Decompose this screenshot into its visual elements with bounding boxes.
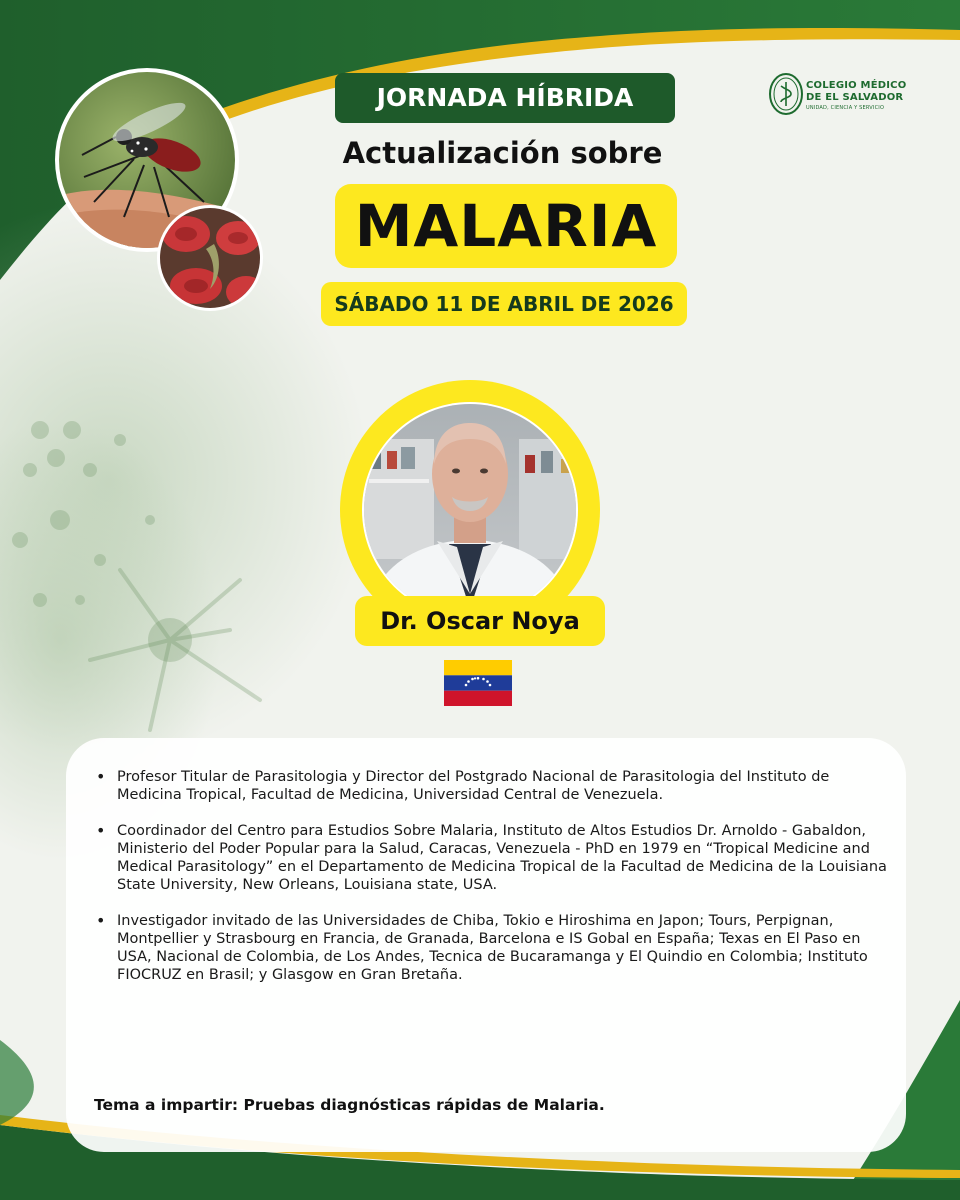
event-date: SÁBADO 11 DE ABRIL DE 2026 [321,282,687,326]
venezuela-flag-icon [444,660,512,706]
logo-name-line2: DE EL SALVADOR [806,92,904,103]
blood-cells-image [156,204,264,312]
event-type-label: JORNADA HÍBRIDA [335,73,675,123]
speaker-bio-card [66,738,906,1152]
bio-item: • Profesor Titular de Parasitologia y Director del Postgrado Nacional de Parasitologia del Instituto de Medicina Tropical, Facultad de Medicina, Universidad Central de Venezuela. [102,768,892,804]
colegio-medico-logo [768,72,908,142]
logo-name-line1: COLEGIO MÉDICO [806,80,907,91]
event-subtitle: Actualización sobre [342,136,663,170]
logo-tagline: UNIDAD, CIENCIA Y SERVICIO [806,105,885,111]
seal-icon [768,72,804,116]
speaker-name: Dr. Oscar Noya [355,596,605,646]
bio-list [102,768,892,1002]
logo-text [806,80,916,112]
talk-topic: Tema a impartir: Pruebas diagnósticas rápidas de Malaria. [94,1096,605,1114]
event-title: MALARIA [335,184,677,268]
bio-item: • Investigador invitado de las Universidades de Chiba, Tokio e Hiroshima en Japon; Tours, Perpignan, Montpellier y Strasbourg en Francia, de Granada, Barcelona e IS Gobal en España; Texas en El Paso en USA, Nacional de Colombia, de Los Andes, Tecnica de Bucaramanga y El Quindio en Colombia; Instituto FIOCRUZ en Brasil; y Glasgow en Gran Bretaña. [102,912,892,984]
bio-item: • Coordinador del Centro para Estudios Sobre Malaria, Instituto de Altos Estudios Dr. Arnoldo - Gabaldon, Ministerio del Poder Popular para la Salud, Caracas, Venezuela - PhD en 1979 en “Tropical Medicine and Medical Parasitology” en el Departamento de Medicina Tropical de la Facultad de Medicina de la Louisiana State University, New Orleans, Louisiana state, USA. [102,822,892,894]
